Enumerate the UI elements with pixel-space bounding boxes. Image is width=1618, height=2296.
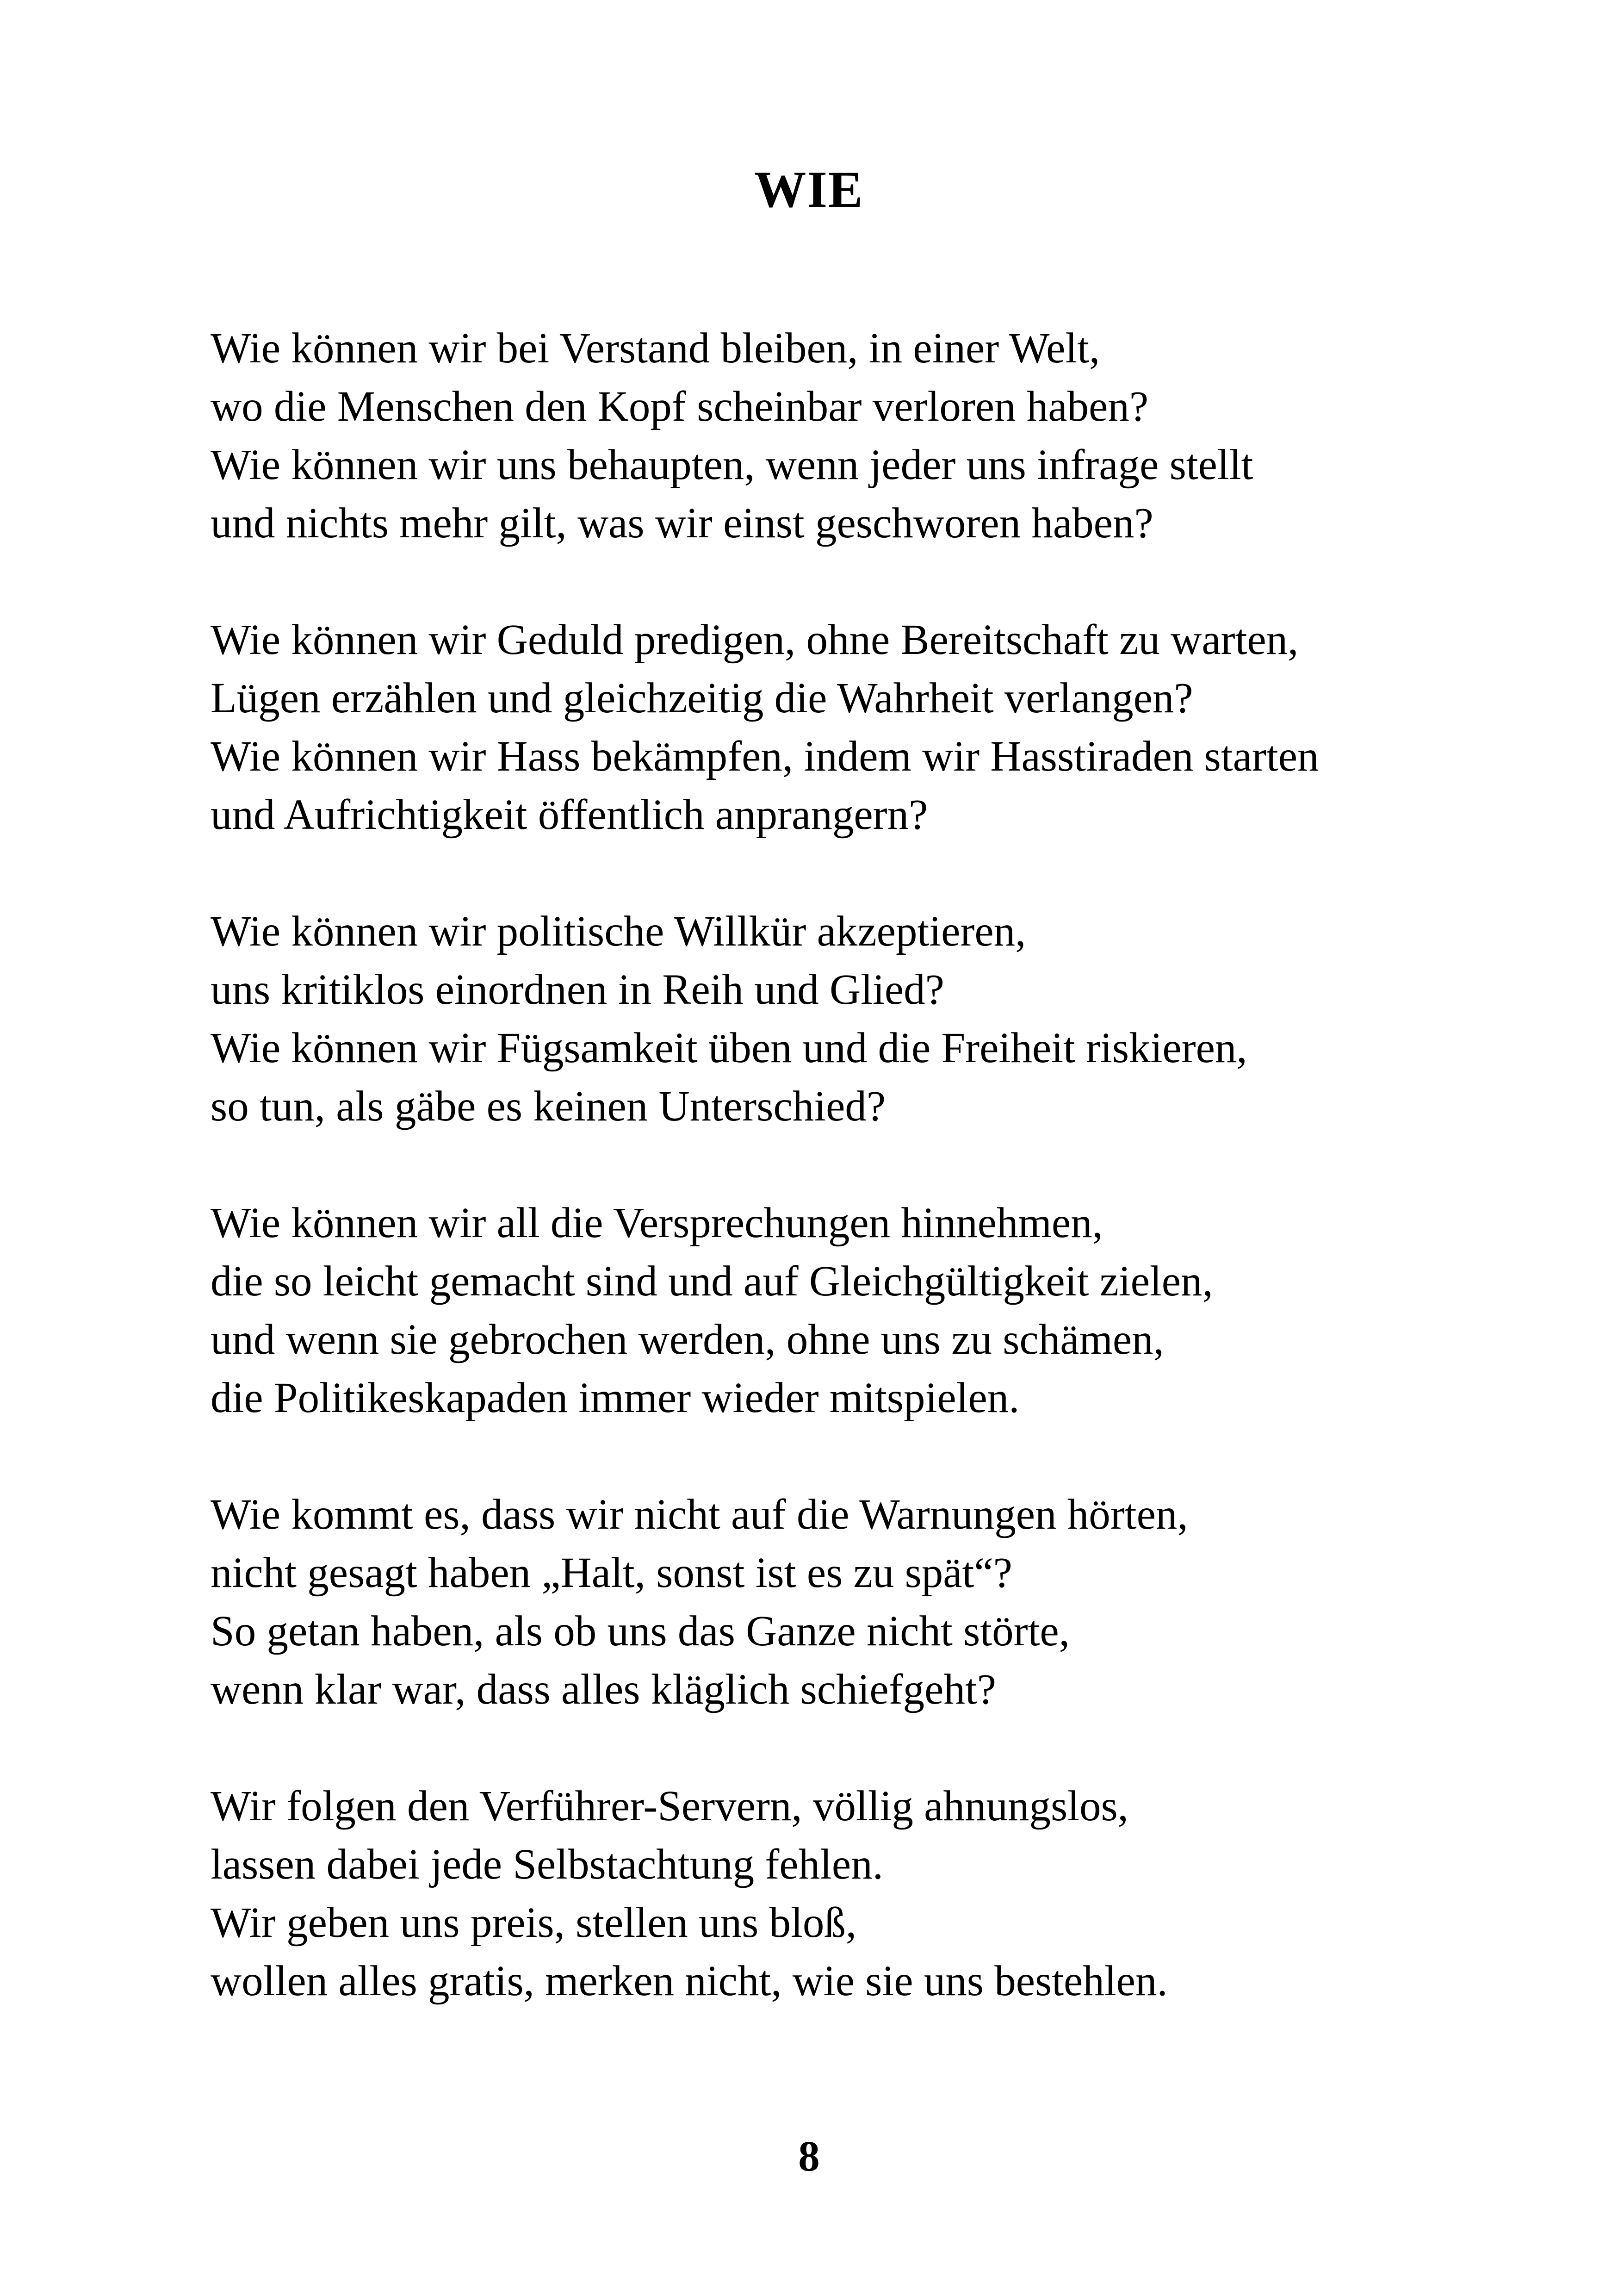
poem-line: So getan haben, als ob uns das Ganze nicht störte, <box>211 1607 1070 1655</box>
poem-title: WIE <box>754 161 864 218</box>
poem-line: nicht gesagt haben „Halt, sonst ist es zu spät“? <box>211 1549 1012 1597</box>
poem-line: Wie können wir all die Versprechungen hinnehmen, <box>211 1199 1103 1247</box>
poem-line: Wie können wir uns behaupten, wenn jeder uns infrage stellt <box>211 441 1253 489</box>
stanza-1 <box>211 319 1552 553</box>
poem-line: Wie können wir Fügsamkeit üben und die Freiheit riskieren, <box>211 1024 1247 1072</box>
poem-line: wollen alles gratis, merken nicht, wie sie uns bestehlen. <box>211 1957 1168 2005</box>
stanza-6 <box>211 1777 1552 2010</box>
poem-line: wo die Menschen den Kopf scheinbar verloren haben? <box>211 383 1149 430</box>
poem-line: so tun, als gäbe es keinen Unterschied? <box>211 1083 886 1130</box>
poem-line: Wie können wir politische Willkür akzeptieren, <box>211 908 1026 955</box>
stanza-3 <box>211 902 1552 1136</box>
poem-line: Wie können wir bei Verstand bleiben, in einer Welt, <box>211 324 1100 372</box>
poem-line: und wenn sie gebrochen werden, ohne uns zu schämen, <box>211 1316 1164 1363</box>
poem-line: Wir geben uns preis, stellen uns bloß, <box>211 1899 857 1947</box>
poem-line: Wie kommt es, dass wir nicht auf die Warnungen hörten, <box>211 1491 1188 1538</box>
stanza-5 <box>211 1486 1552 1719</box>
poem-line: Wir folgen den Verführer-Servern, völlig ahnungslos, <box>211 1782 1128 1830</box>
poem-line: lassen dabei jede Selbstachtung fehlen. <box>211 1841 883 1888</box>
poem-body <box>211 319 1552 2069</box>
poem-line: uns kritiklos einordnen in Reih und Glied? <box>211 966 944 1014</box>
poem-line: und Aufrichtigkeit öffentlich anprangern? <box>211 791 928 839</box>
poem-line: wenn klar war, dass alles kläglich schiefgeht? <box>211 1666 997 1713</box>
poem-line: die so leicht gemacht sind und auf Gleichgültigkeit zielen, <box>211 1257 1213 1305</box>
poem-line: Lügen erzählen und gleichzeitig die Wahrheit verlangen? <box>211 674 1193 722</box>
page-number: 8 <box>798 2133 820 2180</box>
poem-line: Wie können wir Hass bekämpfen, indem wir Hasstiraden starten <box>211 733 1319 780</box>
poem-line: Wie können wir Geduld predigen, ohne Bereitschaft zu warten, <box>211 616 1299 664</box>
stanza-2 <box>211 611 1552 844</box>
poem-line: und nichts mehr gilt, was wir einst geschworen haben? <box>211 499 1153 547</box>
stanza-4 <box>211 1194 1552 1427</box>
poem-line: die Politikeskapaden immer wieder mitspielen. <box>211 1374 1020 1422</box>
